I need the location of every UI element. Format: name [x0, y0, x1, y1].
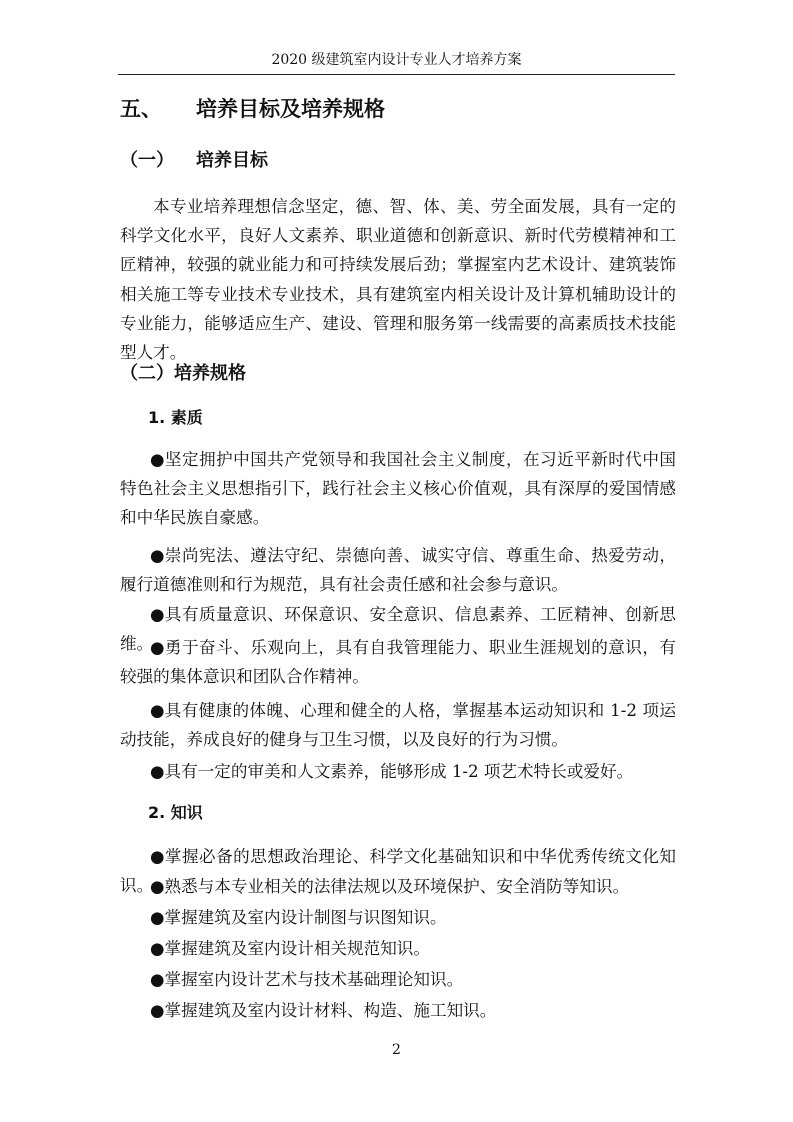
knowledge-item: ●掌握必备的思想政治理论、科学文化基础知识和中华优秀传统文化知识。: [120, 847, 676, 896]
knowledge-heading: 2. 知识: [148, 803, 203, 822]
running-header: 2020 级建筑室内设计专业人才培养方案: [271, 52, 522, 68]
section-title: 培养目标及培养规格: [196, 97, 385, 121]
goals-number: （一）: [120, 150, 174, 171]
quality-item: ●具有一定的审美和人文素养，能够形成 1-2 项艺术特长或爱好。: [150, 762, 634, 781]
goals-title: 培养目标: [196, 150, 268, 171]
quality-item: ●具有质量意识、环保意识、安全意识、信息素养、工匠精神、创新思维。: [120, 605, 676, 654]
quality-item: ●坚定拥护中国共产党领导和我国社会主义制度，在习近平新时代中国特色社会主义思想指引下，践行社会主义核心价值观，具有深厚的爱国情感和中华民族自豪感。: [120, 450, 676, 528]
goals-paragraph: 本专业培养理想信念坚定，德、智、体、美、劳全面发展，具有一定的科学文化水平，良好人文素养、职业道德和创新意识、新时代劳模精神和工匠精神，较强的就业能力和可持续发展后劲；掌握室内艺术设计、建筑装饰相关施工等专业技术专业技术，具有建筑室内相关设计及计算机辅助设计的专业能力，能够适应生产、建设、管理和服务第一线需要的高素质技术技能型人才。: [120, 197, 676, 363]
quality-item: ●勇于奋斗、乐观向上，具有自我管理能力、职业生涯规划的意识，有较强的集体意识和团队合作精神。: [120, 638, 676, 687]
quality-item: ●具有健康的体魄、心理和健全的人格，掌握基本运动知识和 1-2 项运动技能，养成良好的健身与卫生习惯，以及良好的行为习惯。: [120, 701, 676, 750]
section-heading: [120, 94, 385, 124]
header-divider: [118, 74, 675, 75]
goals-heading: [120, 147, 268, 175]
knowledge-item: ●掌握室内设计艺术与技术基础理论知识。: [150, 970, 464, 989]
quality-item: ●崇尚宪法、遵法守纪、崇德向善、诚实守信、尊重生命、热爱劳动，履行道德准则和行为规范，具有社会责任感和社会参与意识。: [120, 546, 676, 595]
page-number: 2: [392, 1042, 401, 1058]
knowledge-item: ●掌握建筑及室内设计制图与识图知识。: [150, 908, 447, 927]
knowledge-item: ●熟悉与本专业相关的法律法规以及环境保护、安全消防等知识。: [150, 877, 630, 896]
knowledge-item: ●掌握建筑及室内设计材料、构造、施工知识。: [150, 1001, 497, 1020]
section-number: 五、: [120, 97, 162, 121]
quality-heading: 1. 素质: [148, 408, 203, 427]
knowledge-item: ●掌握建筑及室内设计相关规范知识。: [150, 939, 430, 958]
specs-heading: （二）培养规格: [120, 363, 246, 384]
